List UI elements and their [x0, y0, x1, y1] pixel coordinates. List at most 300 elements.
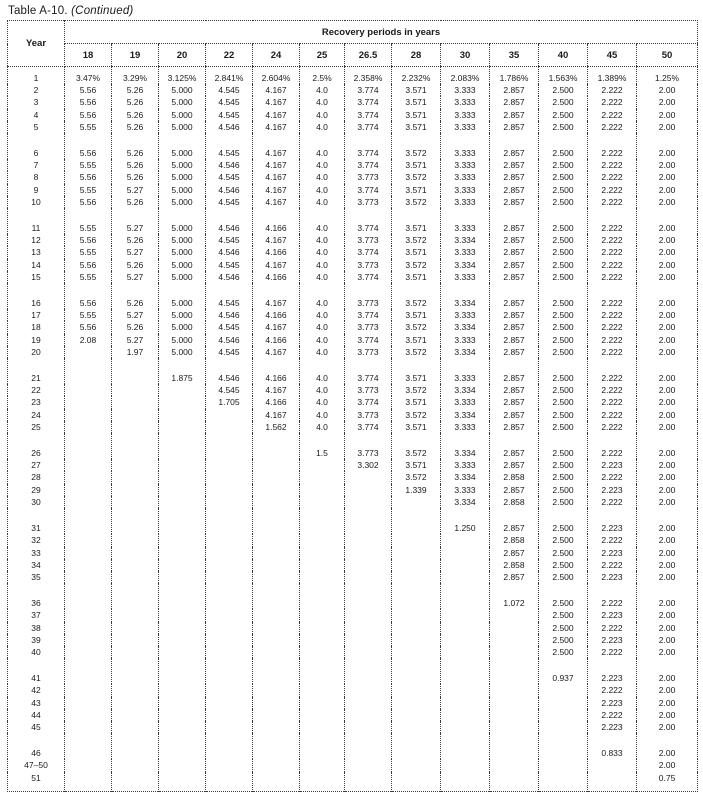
- rate-cell: 2.857: [490, 184, 539, 196]
- rate-cell: 3.774: [345, 334, 392, 346]
- table-row-year-20: [8, 346, 698, 358]
- rate-cell: 5.26: [112, 321, 159, 333]
- rate-cell: 2.223: [588, 547, 637, 559]
- rate-cell: 2.500: [539, 547, 588, 559]
- year-cell: 27: [31, 460, 41, 471]
- rate-cell: [539, 759, 588, 771]
- rate-cell: 3.773: [345, 346, 392, 358]
- table-row-year-11: [8, 208, 698, 234]
- rate-cell: 2.08: [65, 334, 112, 346]
- table-row-year-10: [8, 196, 698, 208]
- rate-cell: [253, 534, 300, 546]
- rate-cell: [441, 684, 490, 696]
- rate-cell: [345, 496, 392, 508]
- rate-cell: 2.222: [588, 159, 637, 171]
- rate-cell: 2.857: [490, 283, 539, 309]
- rate-cell: 3.773: [345, 171, 392, 183]
- rate-cell: 4.167: [253, 234, 300, 246]
- rate-cell: 2.500: [539, 109, 588, 121]
- rate-cell: 4.545: [206, 171, 253, 183]
- rate-cell: [112, 634, 159, 646]
- rate-cell: [159, 622, 206, 634]
- rate-cell: [490, 634, 539, 646]
- rate-cell: 3.302: [345, 459, 392, 471]
- rate-cell: [159, 646, 206, 658]
- rate-cell: [112, 496, 159, 508]
- rate-cell: 4.167: [253, 171, 300, 183]
- rate-cell: [112, 421, 159, 433]
- table-row-year-32: [8, 534, 698, 546]
- rate-cell: 2.500: [539, 634, 588, 646]
- rate-cell: [300, 547, 345, 559]
- rate-cell: [253, 459, 300, 471]
- year-cell: 40: [31, 646, 41, 657]
- rate-cell: [253, 646, 300, 658]
- rate-cell: 4.545: [206, 321, 253, 333]
- rate-cell: 2.222: [588, 559, 637, 571]
- rate-cell: 2.00: [637, 733, 698, 759]
- rate-cell: 3.333: [441, 459, 490, 471]
- rate-cell: 3.773: [345, 259, 392, 271]
- rate-cell: [65, 484, 112, 496]
- rate-cell: 5.56: [65, 259, 112, 271]
- rate-cell: [490, 721, 539, 733]
- rate-cell: 3.333: [441, 421, 490, 433]
- table-row-year-14: [8, 259, 698, 271]
- rate-cell: 2.841%: [206, 67, 253, 85]
- rate-cell: [253, 622, 300, 634]
- year-cell: 39: [31, 634, 41, 645]
- period-header-18: 18: [65, 44, 112, 67]
- rate-cell: 5.000: [159, 259, 206, 271]
- rate-cell: [65, 721, 112, 733]
- rate-cell: 2.500: [539, 171, 588, 183]
- table-row-year-3: [8, 96, 698, 108]
- rate-cell: 4.167: [253, 321, 300, 333]
- rate-cell: 3.333: [441, 96, 490, 108]
- rate-cell: 2.00: [637, 121, 698, 133]
- rate-cell: [159, 547, 206, 559]
- rate-cell: 3.333: [441, 171, 490, 183]
- rate-cell: 2.857: [490, 384, 539, 396]
- rate-cell: [345, 634, 392, 646]
- rate-cell: 2.00: [637, 609, 698, 621]
- rate-cell: [300, 634, 345, 646]
- period-header-row: [8, 44, 698, 67]
- period-header-20: 20: [159, 44, 206, 67]
- rate-cell: 2.500: [539, 283, 588, 309]
- rate-cell: 5.27: [112, 334, 159, 346]
- rate-cell: 2.00: [637, 208, 698, 234]
- rate-cell: 2.857: [490, 234, 539, 246]
- table-row-year-23: [8, 396, 698, 408]
- rate-cell: 2.223: [588, 609, 637, 621]
- rate-cell: 5.26: [112, 109, 159, 121]
- rate-cell: [253, 583, 300, 609]
- rate-cell: [490, 697, 539, 709]
- rate-cell: [65, 759, 112, 771]
- rate-cell: 5.26: [112, 283, 159, 309]
- rate-cell: [345, 609, 392, 621]
- rate-cell: [300, 583, 345, 609]
- rate-cell: [65, 534, 112, 546]
- rate-cell: 2.00: [637, 471, 698, 483]
- year-group-3: [8, 208, 698, 283]
- year-cell: 13: [31, 247, 41, 258]
- rate-cell: [345, 559, 392, 571]
- rate-cell: 3.572: [392, 321, 441, 333]
- rate-cell: 2.500: [539, 234, 588, 246]
- rate-cell: [253, 759, 300, 771]
- period-header-30: 30: [441, 44, 490, 67]
- period-header-40: 40: [539, 44, 588, 67]
- year-cell: 25: [31, 421, 41, 432]
- rate-cell: [441, 759, 490, 771]
- rate-cell: [345, 471, 392, 483]
- rate-cell: 3.571: [392, 334, 441, 346]
- rate-cell: 4.545: [206, 96, 253, 108]
- rate-cell: [490, 759, 539, 771]
- rate-cell: [253, 733, 300, 759]
- rate-cell: 5.56: [65, 133, 112, 159]
- rate-cell: [392, 759, 441, 771]
- rate-cell: 2.222: [588, 96, 637, 108]
- rate-cell: [392, 496, 441, 508]
- rate-cell: 5.000: [159, 184, 206, 196]
- rate-cell: [392, 658, 441, 684]
- year-group-10: [8, 733, 698, 791]
- table-row-year-47–50: [8, 759, 698, 771]
- rate-cell: 5.000: [159, 159, 206, 171]
- rate-cell: [65, 496, 112, 508]
- table-row-year-39: [8, 634, 698, 646]
- rate-cell: 2.223: [588, 721, 637, 733]
- rate-cell: [441, 772, 490, 792]
- rate-cell: 4.0: [300, 259, 345, 271]
- rate-cell: 5.000: [159, 208, 206, 234]
- rate-cell: 3.773: [345, 384, 392, 396]
- rate-cell: [65, 421, 112, 433]
- rate-cell: 1.339: [392, 484, 441, 496]
- rate-cell: [345, 721, 392, 733]
- rate-cell: [159, 508, 206, 534]
- rate-cell: 2.222: [588, 283, 637, 309]
- rate-cell: [253, 684, 300, 696]
- rate-cell: [392, 508, 441, 534]
- rate-cell: [112, 571, 159, 583]
- rate-cell: [159, 684, 206, 696]
- year-group-2: [8, 133, 698, 208]
- rate-cell: [65, 697, 112, 709]
- rate-cell: 1.072: [490, 583, 539, 609]
- table-row-year-35: [8, 571, 698, 583]
- table-row-year-37: [8, 609, 698, 621]
- rate-cell: 3.333: [441, 159, 490, 171]
- rate-cell: 4.0: [300, 396, 345, 408]
- rate-cell: [65, 559, 112, 571]
- table-row-year-44: [8, 709, 698, 721]
- rate-cell: 3.571: [392, 396, 441, 408]
- rate-cell: [300, 471, 345, 483]
- rate-cell: 2.00: [637, 246, 698, 258]
- rate-cell: [490, 772, 539, 792]
- rate-cell: [539, 697, 588, 709]
- rate-cell: 4.546: [206, 208, 253, 234]
- rate-cell: 4.0: [300, 384, 345, 396]
- rate-cell: [253, 559, 300, 571]
- rate-cell: 5.000: [159, 234, 206, 246]
- year-cell: 24: [31, 409, 41, 420]
- rate-cell: 2.500: [539, 384, 588, 396]
- rate-cell: 4.167: [253, 283, 300, 309]
- rate-cell: 2.223: [588, 634, 637, 646]
- rate-cell: 2.857: [490, 109, 539, 121]
- rate-cell: 2.00: [637, 196, 698, 208]
- rate-cell: 2.500: [539, 571, 588, 583]
- rate-cell: [300, 697, 345, 709]
- rate-cell: 2.222: [588, 121, 637, 133]
- rate-cell: 3.572: [392, 196, 441, 208]
- rate-cell: 3.334: [441, 471, 490, 483]
- rate-cell: 3.333: [441, 196, 490, 208]
- year-cell: 33: [31, 547, 41, 558]
- rate-cell: 3.774: [345, 121, 392, 133]
- rate-cell: 5.000: [159, 171, 206, 183]
- rate-cell: [392, 534, 441, 546]
- rate-cell: 2.222: [588, 246, 637, 258]
- rate-cell: [206, 484, 253, 496]
- rate-cell: [441, 583, 490, 609]
- table-row-year-16: [8, 283, 698, 309]
- rate-cell: [112, 733, 159, 759]
- depreciation-rate-table: [7, 20, 698, 792]
- rate-cell: 3.774: [345, 96, 392, 108]
- rate-cell: 4.545: [206, 346, 253, 358]
- table-row-year-15: [8, 271, 698, 283]
- year-cell: 9: [33, 184, 39, 195]
- rate-cell: [206, 634, 253, 646]
- year-group-6: [8, 433, 698, 508]
- year-group-8: [8, 583, 698, 658]
- rate-cell: 3.774: [345, 271, 392, 283]
- year-cell: 41: [31, 673, 41, 684]
- period-header-35: 35: [490, 44, 539, 67]
- rate-cell: [441, 559, 490, 571]
- rate-cell: [206, 772, 253, 792]
- table-row-year-43: [8, 697, 698, 709]
- rate-cell: 1.562: [253, 421, 300, 433]
- year-group-5: [8, 358, 698, 433]
- rate-cell: [112, 646, 159, 658]
- rate-cell: 1.5: [300, 433, 345, 459]
- rate-cell: 4.0: [300, 196, 345, 208]
- rate-cell: 5.55: [65, 208, 112, 234]
- rate-cell: 2.222: [588, 271, 637, 283]
- year-cell: 14: [31, 259, 41, 270]
- rate-cell: [206, 759, 253, 771]
- rate-cell: 4.545: [206, 283, 253, 309]
- rate-cell: 4.0: [300, 133, 345, 159]
- rate-cell: 2.00: [637, 321, 698, 333]
- rate-cell: [159, 733, 206, 759]
- rate-cell: 2.00: [637, 721, 698, 733]
- rate-cell: 2.00: [637, 396, 698, 408]
- rate-cell: [345, 697, 392, 709]
- rate-cell: 5.000: [159, 271, 206, 283]
- rate-cell: 3.571: [392, 184, 441, 196]
- rate-cell: 2.00: [637, 684, 698, 696]
- rate-cell: 2.500: [539, 196, 588, 208]
- rate-cell: 2.500: [539, 321, 588, 333]
- period-header-45: 45: [588, 44, 637, 67]
- rate-cell: [206, 433, 253, 459]
- rate-cell: [300, 559, 345, 571]
- rate-cell: 2.500: [539, 433, 588, 459]
- year-cell: 22: [31, 385, 41, 396]
- rate-cell: [159, 471, 206, 483]
- rate-cell: 2.857: [490, 171, 539, 183]
- rate-cell: [159, 484, 206, 496]
- table-row-year-36: [8, 583, 698, 609]
- table-row-year-5: [8, 121, 698, 133]
- rate-cell: 2.00: [637, 109, 698, 121]
- year-cell: 1: [33, 73, 39, 83]
- rate-cell: 2.858: [490, 559, 539, 571]
- rate-cell: 5.26: [112, 84, 159, 96]
- table-row-year-30: [8, 496, 698, 508]
- rate-cell: 5.26: [112, 159, 159, 171]
- rate-cell: [112, 772, 159, 792]
- rate-cell: 5.000: [159, 283, 206, 309]
- rate-cell: 2.857: [490, 484, 539, 496]
- rate-cell: 4.545: [206, 234, 253, 246]
- rate-cell: [112, 609, 159, 621]
- rate-cell: 4.166: [253, 358, 300, 384]
- rate-cell: 2.00: [637, 283, 698, 309]
- rate-cell: 2.857: [490, 321, 539, 333]
- year-cell: 17: [31, 310, 41, 321]
- rate-cell: 2.500: [539, 346, 588, 358]
- table-row-year-18: [8, 321, 698, 333]
- rate-cell: 4.166: [253, 309, 300, 321]
- rate-cell: 4.167: [253, 159, 300, 171]
- rate-cell: [112, 721, 159, 733]
- table-row-year-6: [8, 133, 698, 159]
- rate-cell: [65, 508, 112, 534]
- rate-cell: 2.222: [588, 321, 637, 333]
- rate-cell: 2.500: [539, 84, 588, 96]
- year-cell: 29: [31, 484, 41, 495]
- rate-cell: 5.55: [65, 309, 112, 321]
- rate-cell: [159, 421, 206, 433]
- rate-cell: [392, 547, 441, 559]
- rate-cell: 5.000: [159, 96, 206, 108]
- year-cell: 35: [31, 571, 41, 582]
- table-row-year-31: [8, 508, 698, 534]
- rate-cell: [345, 684, 392, 696]
- rate-cell: [539, 721, 588, 733]
- rate-cell: 2.857: [490, 459, 539, 471]
- rate-cell: 2.857: [490, 396, 539, 408]
- table-row-year-26: [8, 433, 698, 459]
- rate-cell: 0.833: [588, 733, 637, 759]
- year-cell: 20: [31, 346, 41, 357]
- table-row-year-25: [8, 421, 698, 433]
- rate-cell: 4.546: [206, 184, 253, 196]
- rate-cell: 4.167: [253, 184, 300, 196]
- rate-cell: [159, 559, 206, 571]
- rate-cell: 1.97: [112, 346, 159, 358]
- rate-cell: [65, 609, 112, 621]
- rate-cell: [65, 709, 112, 721]
- rate-cell: 4.0: [300, 421, 345, 433]
- rate-cell: [159, 709, 206, 721]
- table-row-year-28: [8, 471, 698, 483]
- year-group-7: [8, 508, 698, 583]
- period-header-24: 24: [253, 44, 300, 67]
- rate-cell: [65, 658, 112, 684]
- rate-cell: 2.00: [637, 534, 698, 546]
- rate-cell: 3.572: [392, 471, 441, 483]
- rate-cell: 2.500: [539, 396, 588, 408]
- rate-cell: 2.00: [637, 334, 698, 346]
- rate-cell: 4.0: [300, 321, 345, 333]
- rate-cell: 2.500: [539, 96, 588, 108]
- rate-cell: [392, 721, 441, 733]
- rate-cell: 2.857: [490, 271, 539, 283]
- table-row-year-17: [8, 309, 698, 321]
- rate-cell: [159, 721, 206, 733]
- rate-cell: 1.25%: [637, 67, 698, 85]
- rate-cell: 5.56: [65, 171, 112, 183]
- table-row-year-33: [8, 547, 698, 559]
- rate-cell: [206, 571, 253, 583]
- rate-cell: 3.47%: [65, 67, 112, 85]
- rate-cell: 2.00: [637, 421, 698, 433]
- rate-cell: 5.27: [112, 208, 159, 234]
- table-row-year-8: [8, 171, 698, 183]
- year-cell: 21: [31, 373, 41, 384]
- table-row-year-22: [8, 384, 698, 396]
- rate-cell: 4.0: [300, 246, 345, 258]
- rate-cell: 3.571: [392, 96, 441, 108]
- rate-cell: [112, 658, 159, 684]
- rate-cell: [112, 559, 159, 571]
- rate-cell: 1.705: [206, 396, 253, 408]
- rate-cell: 2.858: [490, 471, 539, 483]
- rate-cell: 2.500: [539, 421, 588, 433]
- rate-cell: 2.083%: [441, 67, 490, 85]
- rate-cell: 5.000: [159, 309, 206, 321]
- table-title-label: Table A-10.: [8, 5, 68, 17]
- rate-cell: 2.857: [490, 547, 539, 559]
- period-header-28: 28: [392, 44, 441, 67]
- rate-cell: 2.00: [637, 571, 698, 583]
- rate-cell: 5.55: [65, 121, 112, 133]
- rate-cell: 3.571: [392, 309, 441, 321]
- rate-cell: 3.774: [345, 84, 392, 96]
- rate-cell: 2.500: [539, 121, 588, 133]
- rate-cell: 3.29%: [112, 67, 159, 85]
- rate-cell: 2.857: [490, 259, 539, 271]
- rate-cell: 5.26: [112, 171, 159, 183]
- rate-cell: 3.572: [392, 384, 441, 396]
- rate-cell: [392, 646, 441, 658]
- rate-cell: 2.857: [490, 433, 539, 459]
- rate-cell: 4.167: [253, 133, 300, 159]
- rate-cell: 2.857: [490, 246, 539, 258]
- rate-cell: 3.334: [441, 259, 490, 271]
